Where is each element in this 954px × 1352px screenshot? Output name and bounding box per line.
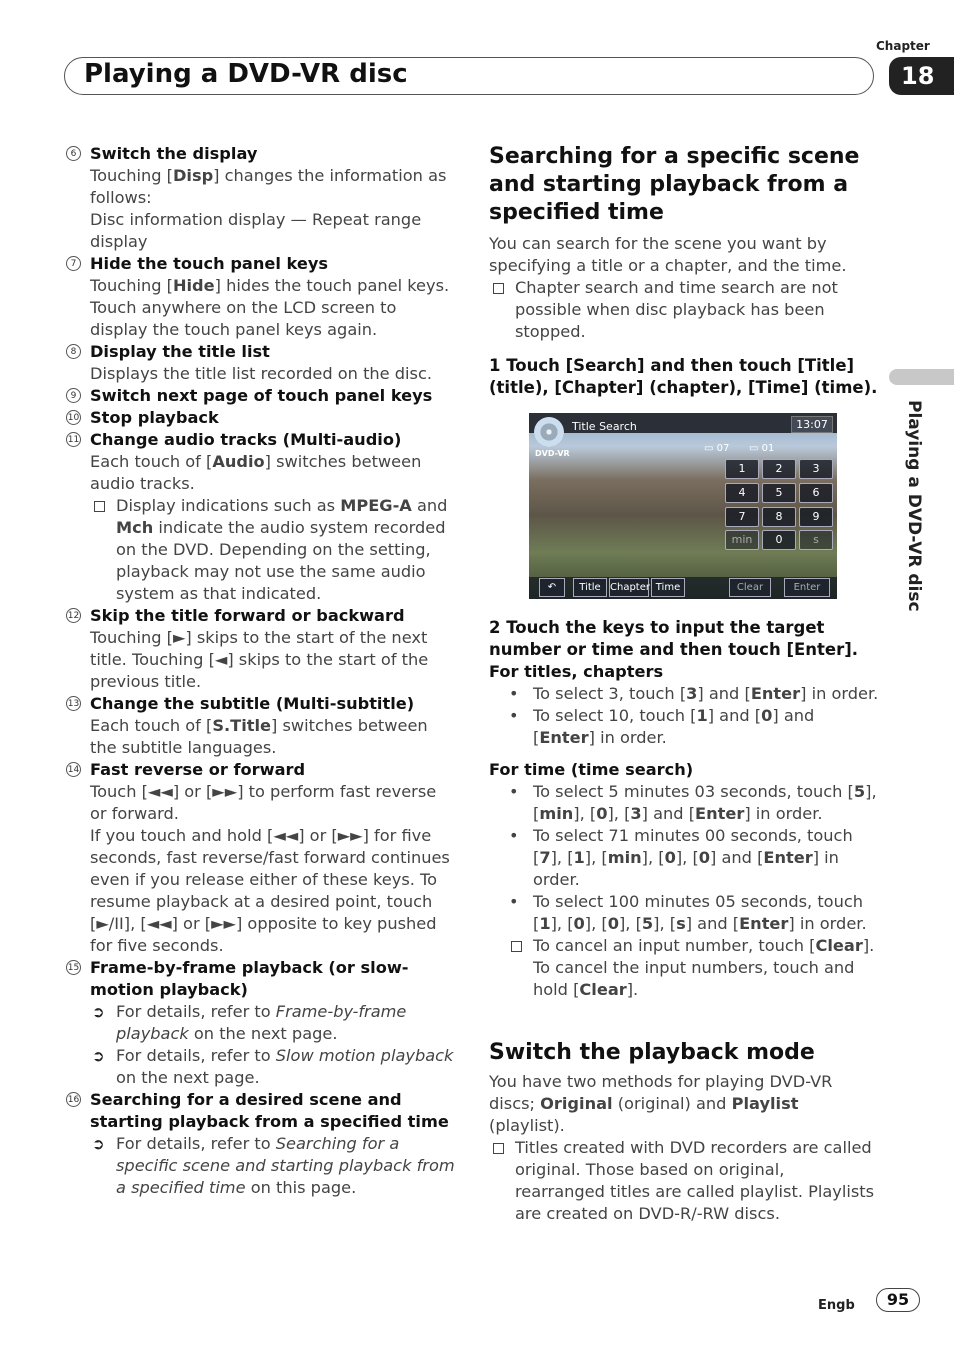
note: Chapter search and time search are not possible when disc playback has been stopped.: [489, 277, 879, 343]
item-number: 15: [66, 960, 81, 975]
list-item: 10 Stop playback: [67, 408, 219, 427]
left-column: [66, 143, 456, 1199]
list-item: 7 Hide the touch panel keys Touching [Hide] hides the touch panel keys. Touch anywhere on the LCD screen to display the touch panel keys again.: [66, 253, 456, 341]
key-s: s: [799, 530, 833, 550]
list-item: 14 Fast reverse or forward Touch [◄◄] or [►►] to perform fast reverse or forward. If you touch and hold [◄◄] or [►►] for five seconds, fast reverse/fast forward continues even if you release either of these keys. To resume playback at a desired point, touch [►/II], [◄◄] or [►►] opposite to key pushed for five seconds.: [67, 760, 450, 955]
key-min: min: [725, 530, 759, 550]
item-number: 8: [66, 344, 81, 359]
list-item: 15 Frame-by-frame playback (or slow-motion playback) ➲ For details, refer to Frame-by-frame playback on the next page. ➲ For details, refer to Slow motion playback on the next page.: [67, 958, 454, 1087]
key-8: 8: [762, 507, 796, 527]
clear-key: Clear: [729, 578, 771, 597]
list-item: 9 Switch next page of touch panel keys: [66, 385, 456, 407]
page-number: 95: [876, 1288, 920, 1312]
bullet-item: • To select 3, touch [3] and [Enter] in order.: [509, 684, 879, 703]
step-2: 2 Touch the keys to input the target number or time and then touch [Enter].: [489, 618, 859, 659]
item-number: 7: [66, 256, 81, 271]
subheading-time: For time (time search): [489, 760, 694, 779]
item-number: 10: [66, 410, 81, 425]
note: Titles created with DVD recorders are called original. Those based on original, rearranged titles are called playlist. Playlists are created on DVD-R/-RW discs.: [489, 1137, 879, 1225]
item-number: 14: [66, 762, 81, 777]
subheading-titles: For titles, chapters: [489, 662, 664, 681]
footer-language: Engb: [818, 1298, 855, 1313]
back-icon: ↶: [539, 578, 565, 597]
step-1: 1 Touch [Search] and then touch [Title] (title), [Chapter] (chapter), [Time] (time).: [489, 356, 878, 397]
key-0: 0: [762, 530, 796, 550]
arrow-icon: ➲: [92, 1003, 105, 1021]
time-key: Time: [651, 578, 685, 597]
list-item: 16 Searching for a desired scene and starting playback from a specified time ➲ For details, refer to Searching for a specific scene and starting playback from a specified time on this page.: [67, 1090, 455, 1197]
note: To cancel an input number, touch [Clear]. To cancel the input numbers, touch and hold [Clear].: [489, 935, 879, 1001]
item-number: 12: [66, 608, 81, 623]
enter-key: Enter: [784, 578, 830, 597]
section-heading-mode: Switch the playback mode: [489, 1040, 815, 1065]
search-screen-image: DVD-VR Title Search 13:07 ▭ 07 ▭ 01 1 2 3 4 5 6 7 8 9 min 0 s ↶ Title Chapter Time Clear Enter: [529, 413, 837, 599]
item-number: 13: [66, 696, 81, 711]
key-2: 2: [762, 459, 796, 479]
section-heading-search: Searching for a specific scene and starting playback from a specified time: [489, 144, 860, 225]
key-3: 3: [799, 459, 833, 479]
bullet-item: • To select 71 minutes 00 seconds, touch [7], [1], [min], [0], [0] and [Enter] in order.: [509, 826, 853, 889]
side-label: Playing a DVD-VR disc: [904, 400, 924, 612]
note-box-icon: [511, 941, 522, 952]
bullet-item: • To select 5 minutes 03 seconds, touch [5], [min], [0], [3] and [Enter] in order.: [509, 782, 877, 823]
item-number: 11: [66, 432, 81, 447]
key-9: 9: [799, 507, 833, 527]
page-title: Playing a DVD-VR disc: [84, 59, 408, 89]
note-box-icon: [94, 501, 105, 512]
chapter-label: Chapter: [876, 39, 930, 53]
item-number: 9: [66, 388, 81, 403]
item-number: 6: [66, 146, 81, 161]
chapter-key: Chapter: [609, 578, 649, 597]
list-item: 8 Display the title list Displays the title list recorded on the disc.: [66, 341, 456, 385]
note-box-icon: [493, 283, 504, 294]
key-6: 6: [799, 483, 833, 503]
note: Display indications such as MPEG-A and Mch indicate the audio system recorded on the DVD. Depending on the setting, playback may not use the same audio system as that indicated.: [90, 495, 456, 605]
item-number: 16: [66, 1092, 81, 1107]
list-item: 11 Change audio tracks (Multi-audio) Each touch of [Audio] switches between audio tracks. Display indications such as MPEG-A and Mch indicate the audio system recorded on the DVD. Depending on the setting, playback may not use the same audio system as that indicated.: [66, 429, 456, 605]
right-column: Searching for a specific scene and starting playback from a specified time You can search for the scene you want by specifying a title or a chapter, and the time. Chapter search and time search are not possible when disc playback has been stopped. 1 Touch [Search] and then touch [Title] (title), [Chapter] (chapter), [Time] (time). DVD-VR Title Search 13:07 ▭ 07 ▭ 01 1 2 3 4 5 6 7 8 9 min 0 s ↶ Title Chapter Time Clear Enter 2 Touch the keys to input the target number or time and then touch [Enter]. For titles, chapters • To select 3, touch [3] and [Enter] in order. • To select 10, touch [1] and [0] and [Enter] in order. For time (time search) • To select 5 minutes 03 seconds, touch [5], [min], [0], [3] and [Enter] in order. • To select 71 minutes 00 seconds, touch [7], [1], [min], [0], [0] and [Enter] in order. • To select 100 minutes 05 seconds, touch [1], [0], [0], [5], [s] and [Enter] in order. To cancel an input number, touch [Clear]. To cancel the input numbers, touch and hold [Clear]. Switch the playback mode You have two methods for playing DVD-VR discs; Original (original) and Playlist (playlist). Titles created with DVD recorders are called original. Those based on original, rearranged titles are called playlist. Playlists are created on DVD-R/-RW discs.: [489, 144, 879, 1223]
note-box-icon: [493, 1143, 504, 1154]
list-item: 13 Change the subtitle (Multi-subtitle) Each touch of [S.Title] switches between the subtitle languages.: [67, 694, 428, 757]
key-1: 1: [725, 459, 759, 479]
key-5: 5: [762, 483, 796, 503]
key-7: 7: [725, 507, 759, 527]
chapter-number: 18: [889, 57, 954, 95]
title-key: Title: [573, 578, 607, 597]
arrow-icon: ➲: [92, 1135, 105, 1153]
key-4: 4: [725, 483, 759, 503]
list-item: 6 Switch the display Touching [Disp] changes the information as follows: Disc information display — Repeat range display: [66, 143, 456, 253]
arrow-icon: ➲: [92, 1047, 105, 1065]
list-item: 12 Skip the title forward or backward Touching [►] skips to the start of the next title. Touching [◄] skips to the start of the previous title.: [67, 606, 429, 691]
bullet-item: • To select 10, touch [1] and [0] and [Enter] in order.: [509, 706, 815, 747]
side-tab: [889, 369, 954, 385]
bullet-item: • To select 100 minutes 05 seconds, touch [1], [0], [0], [5], [s] and [Enter] in order.: [509, 892, 867, 933]
